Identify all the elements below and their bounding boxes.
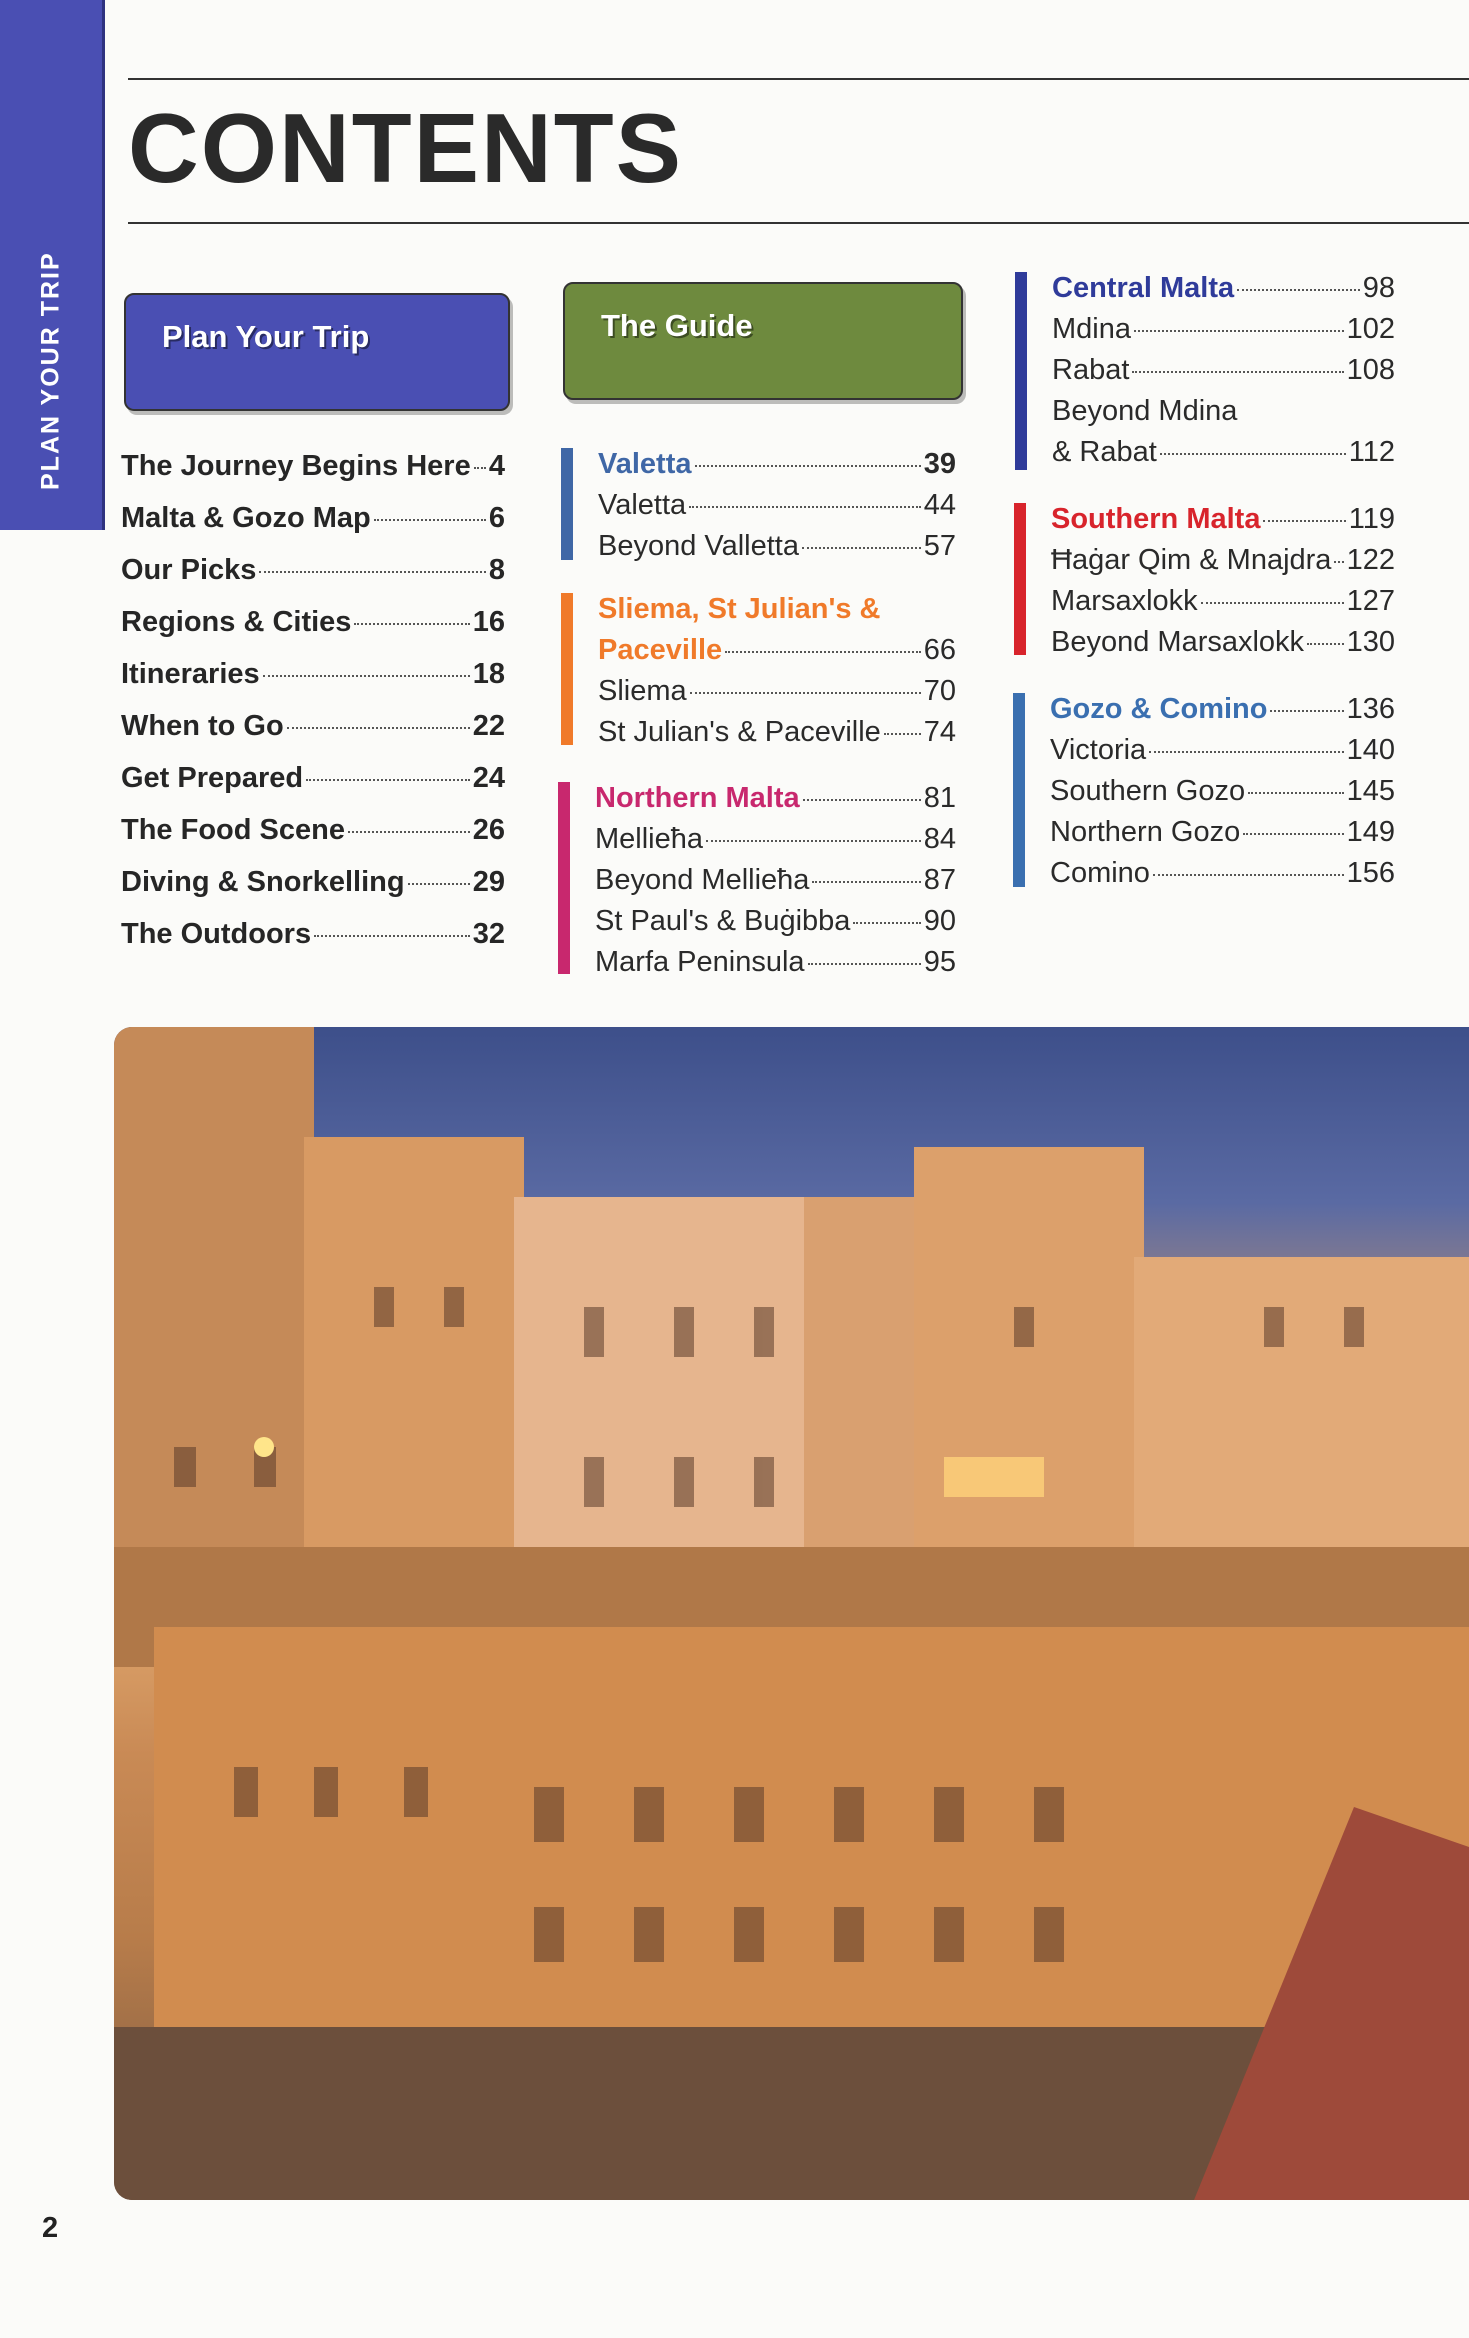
page-title: CONTENTS [128, 93, 683, 203]
section-tab [0, 0, 105, 530]
toc-entry[interactable]: Diving & Snorkelling 29 [121, 866, 505, 898]
toc-section-heading[interactable]: Valetta 39 [598, 448, 956, 480]
toc-entry[interactable]: Malta & Gozo Map 6 [121, 502, 505, 534]
toc-entry[interactable]: St Julian's & Paceville 74 [598, 716, 956, 748]
section-sliema [561, 593, 956, 763]
toc-entry[interactable]: Mdina 102 [1052, 313, 1395, 345]
section-color-bar [561, 593, 573, 745]
section-color-bar [1015, 272, 1027, 470]
toc-entry[interactable]: Victoria 140 [1050, 734, 1395, 766]
toc-entry[interactable]: Ħaġar Qim & Mnajdra 122 [1051, 544, 1395, 576]
toc-entry[interactable]: Southern Gozo 145 [1050, 775, 1395, 807]
section-color-bar [558, 782, 570, 974]
section-color-bar [1014, 503, 1026, 655]
section-northern-malta [558, 782, 956, 1002]
toc-entry[interactable]: Beyond Mellieħa 87 [595, 864, 956, 896]
toc-section-heading[interactable]: Paceville 66 [598, 634, 956, 666]
toc-entry[interactable]: Beyond Marsaxlokk 130 [1051, 626, 1395, 658]
section-color-bar [561, 448, 573, 560]
section-tab-label: PLAN YOUR TRIP [36, 251, 65, 490]
toc-entry[interactable]: Marsaxlokk 127 [1051, 585, 1395, 617]
toc-entry[interactable]: The Journey Begins Here 4 [121, 450, 505, 482]
section-central-malta [1015, 272, 1395, 482]
section-color-bar [1013, 693, 1025, 887]
the-guide-label: The Guide [601, 308, 753, 343]
section-southern-malta [1014, 503, 1395, 673]
toc-entry[interactable]: Itineraries 18 [121, 658, 505, 690]
plan-your-trip-pill [124, 293, 510, 411]
toc-entry[interactable]: Beyond Mdina [1052, 395, 1238, 427]
section-gozo-comino [1013, 693, 1395, 903]
top-rule [128, 78, 1469, 80]
toc-section-heading[interactable]: Northern Malta 81 [595, 782, 956, 814]
toc-entry[interactable]: Marfa Peninsula 95 [595, 946, 956, 978]
title-rule [128, 222, 1469, 224]
toc-section-heading[interactable]: Sliema, St Julian's & [598, 593, 881, 625]
valletta-cityscape-photo [114, 1027, 1469, 2200]
the-guide-pill [563, 282, 963, 400]
toc-entry[interactable]: Our Picks 8 [121, 554, 505, 586]
toc-entry[interactable]: The Food Scene 26 [121, 814, 505, 846]
toc-entry[interactable]: Rabat 108 [1052, 354, 1395, 386]
page-number: 2 [42, 2212, 59, 2244]
toc-entry[interactable]: Get Prepared 24 [121, 762, 505, 794]
toc-entry[interactable]: Sliema 70 [598, 675, 956, 707]
toc-entry[interactable]: Regions & Cities 16 [121, 606, 505, 638]
toc-entry[interactable]: St Paul's & Buġibba 90 [595, 905, 956, 937]
toc-entry[interactable]: Mellieħa 84 [595, 823, 956, 855]
toc-section-heading[interactable]: Southern Malta 119 [1051, 503, 1395, 535]
cityscape-illustration [114, 1027, 1469, 2200]
toc-entry[interactable]: & Rabat 112 [1052, 436, 1395, 468]
toc-entry[interactable]: Northern Gozo 149 [1050, 816, 1395, 848]
toc-entry[interactable]: Comino 156 [1050, 857, 1395, 889]
plan-your-trip-label: Plan Your Trip [162, 319, 370, 354]
toc-section-heading[interactable]: Central Malta 98 [1052, 272, 1395, 304]
toc-section-heading[interactable]: Gozo & Comino 136 [1050, 693, 1395, 725]
section-valetta [561, 448, 956, 588]
toc-entry[interactable]: Valetta 44 [598, 489, 956, 521]
toc-entry[interactable]: The Outdoors 32 [121, 918, 505, 950]
toc-entry[interactable]: When to Go 22 [121, 710, 505, 742]
toc-entry[interactable]: Beyond Valletta 57 [598, 530, 956, 562]
